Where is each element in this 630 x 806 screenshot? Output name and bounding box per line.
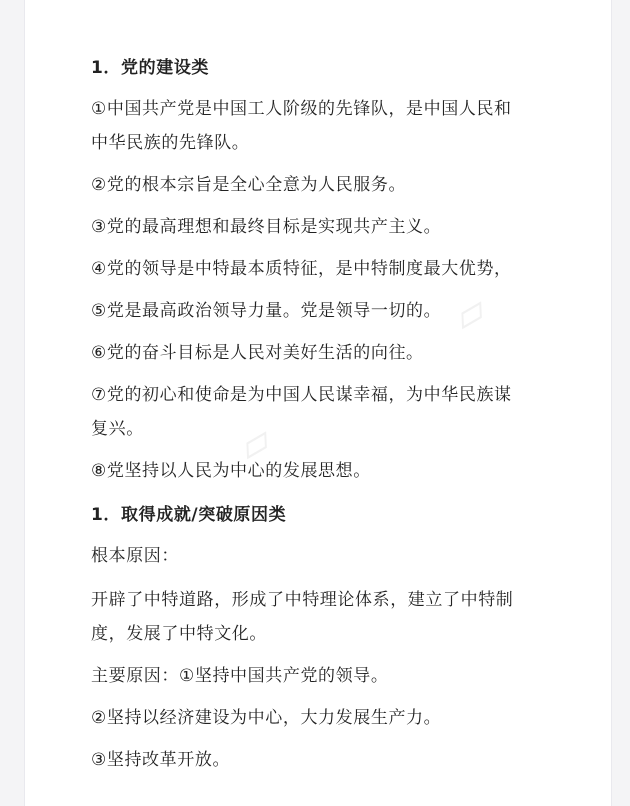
text-line: ③党的最高理想和最终目标是实现共产主义。 (91, 217, 442, 237)
text-line: 中华民族的先锋队。 (91, 133, 250, 153)
watermark-mark: ▱ (230, 415, 281, 471)
text-line: ⑧党坚持以人民为中心的发展思想。 (91, 461, 371, 481)
text-line: ⑤党是最高政治领导力量。党是领导一切的。 (91, 301, 442, 321)
text-line: 主要原因：①坚持中国共产党的领导。 (91, 666, 389, 686)
section-heading-party-building: 1．党的建设类 (91, 58, 210, 78)
section-heading-achievement-reasons: 1．取得成就/突破原因类 (91, 505, 287, 525)
text-line: ①中国共产党是中国工人阶级的先锋队，是中国人民和 (91, 99, 512, 119)
text-line: ⑥党的奋斗目标是人民对美好生活的向往。 (91, 343, 424, 363)
text-line: ③坚持改革开放。 (91, 750, 231, 770)
text-line: 度，发展了中特文化。 (91, 624, 267, 644)
text-line: 复兴。 (91, 419, 144, 439)
text-line: 开辟了中特道路，形成了中特理论体系，建立了中特制 (91, 590, 514, 610)
watermark-mark: ▱ (445, 285, 496, 341)
text-line: ④党的领导是中特最本质特征，是中特制度最大优势， (91, 259, 512, 279)
text-line: ②坚持以经济建设为中心，大力发展生产力。 (91, 708, 442, 728)
text-line: ⑦党的初心和使命是为中国人民谋幸福，为中华民族谋 (91, 385, 512, 405)
text-line: 根本原因： (91, 546, 179, 566)
text-line: ②党的根本宗旨是全心全意为人民服务。 (91, 175, 407, 195)
document-page (24, 0, 612, 806)
